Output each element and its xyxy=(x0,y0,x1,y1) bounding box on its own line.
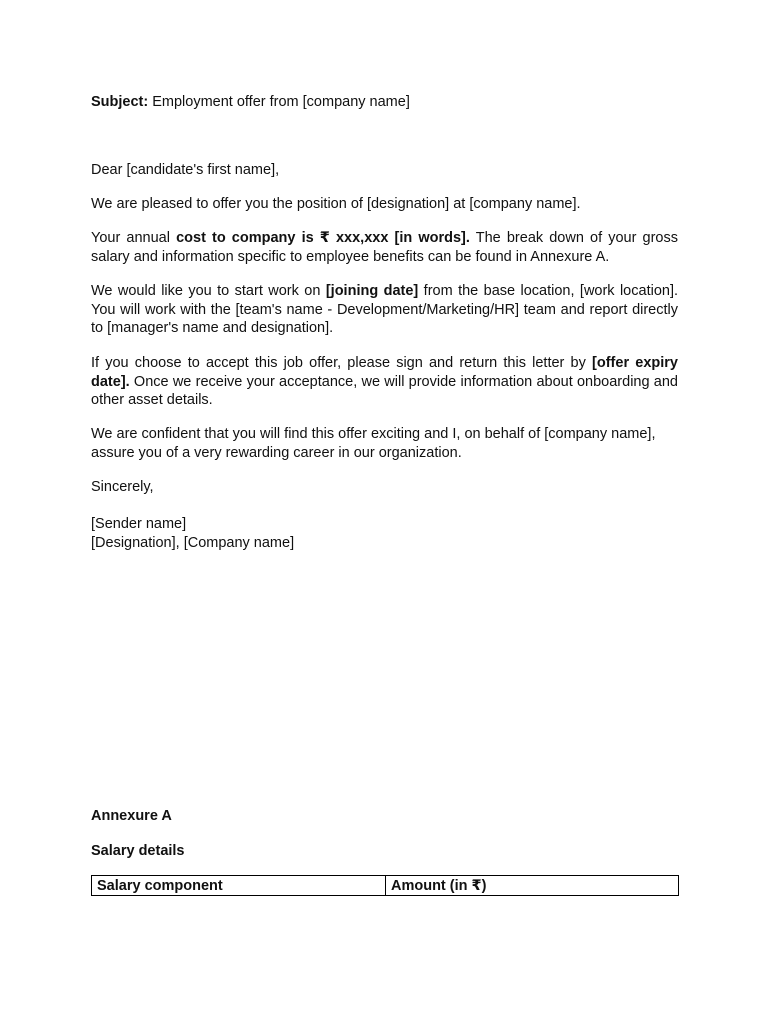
column-header-salary-component: Salary component xyxy=(92,876,386,896)
paragraph-joining xyxy=(91,282,678,338)
acceptance-text-bold: [offer expiry date]. xyxy=(91,355,678,390)
subject-label: Subject: xyxy=(91,94,149,110)
closing: Sincerely, xyxy=(91,479,154,495)
salary-table xyxy=(91,875,679,896)
offer-letter-page xyxy=(91,0,678,1024)
compensation-text-pre: Your annual xyxy=(91,230,177,246)
greeting: Dear [candidate's first name], xyxy=(91,162,280,178)
acceptance-text-post: Once we receive your acceptance, we will provide information about onboarding and other asset details. xyxy=(91,373,678,408)
subject-line xyxy=(91,93,678,112)
table-header-row xyxy=(92,876,679,896)
paragraph-compensation xyxy=(91,229,678,266)
compensation-text-post: The break down of your gross salary and information specific to employee benefits can be found in Annexure A. xyxy=(91,230,678,265)
compensation-text-bold: cost to company is ₹ xxx,xxx [in words]. xyxy=(176,230,470,246)
sender-name: [Sender name] xyxy=(91,516,187,532)
paragraph-confidence: We are confident that you will find this offer exciting and I, on behalf of [company name], assure you of a very rewarding career in our organization. xyxy=(91,426,656,461)
paragraph-position: We are pleased to offer you the position of [designation] at [company name]. xyxy=(91,196,581,212)
sender-designation: [Designation], [Company name] xyxy=(91,535,295,551)
paragraph-acceptance xyxy=(91,354,678,410)
joining-text-post: from the base location, [work location]. You will work with the [team's name - Development/Marketing/HR] team and report directly to [manager's name and designation]. xyxy=(91,283,678,336)
acceptance-text-pre: If you choose to accept this job offer, please sign and return this letter by xyxy=(91,355,593,371)
salary-details-heading: Salary details xyxy=(91,843,185,859)
joining-text-pre: We would like you to start work on xyxy=(91,283,326,299)
column-header-amount: Amount (in ₹) xyxy=(386,876,679,896)
joining-text-bold: [joining date] xyxy=(325,283,419,299)
subject-text: Employment offer from [company name] xyxy=(148,94,410,110)
annexure-title: Annexure A xyxy=(91,808,172,824)
